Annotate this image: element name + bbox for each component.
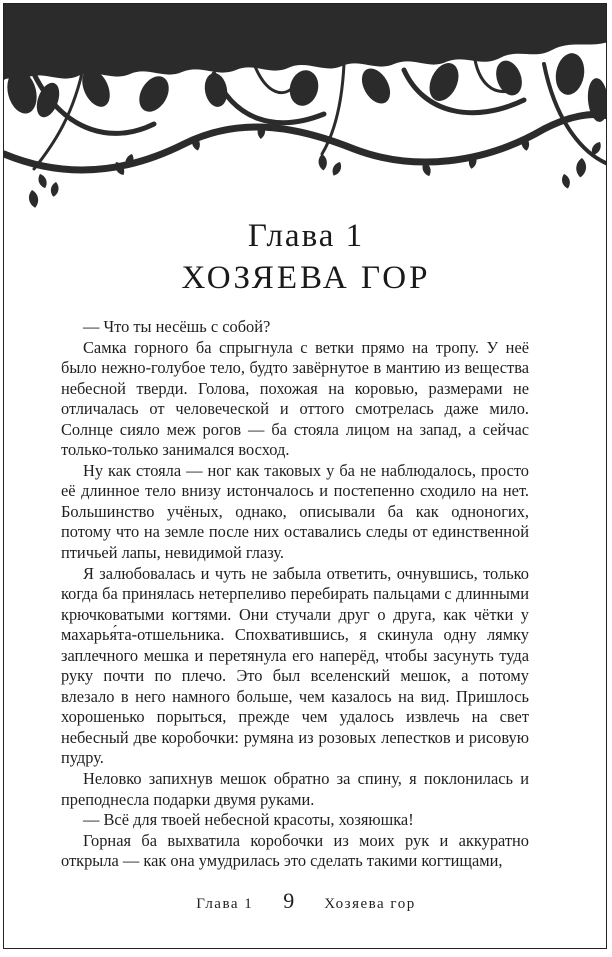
page-number: 9 — [283, 888, 295, 913]
chapter-title: ХОЗЯЕВА ГОР — [181, 260, 431, 296]
hanging-vines-illustration — [4, 4, 607, 219]
paragraph: Горная ба выхватила коробочки из моих рук и аккуратно открыла — как она умудрилась это сделать такими когтищами, — [61, 830, 529, 871]
paragraph: Я залюбовалась и чуть не забыла ответить, очнувшись, только когда ба принялась нетерпеливо перебирать пальцами с длинными крючковатыми когтями. Они стучали друг о друга, как чётки у махарья́та-отшельника. Спохватившись, я скинула одну лямку заплечного мешка и перетянула его наперёд, чтобы засунуть туда руку почти по плечо. Это был вселенский мешок, а потому влезало в него намного больше, чем казалось на вид. Пришлось хорошенько порыться, прежде чем удалось извлечь на свет небесный две коробочки: румяна из розовых лепестков и рисовую пудру. — [61, 563, 529, 768]
chapter-label: Глава 1 — [247, 218, 365, 254]
running-chapter: Глава 1 — [196, 896, 254, 912]
body-text — [61, 317, 529, 872]
paragraph: — Что ты несёшь с собой? — [83, 317, 271, 336]
paragraph: Неловко запихнув мешок обратно за спину, я поклонилась и преподнесла подарки двумя руками. — [61, 769, 529, 809]
paragraph: — Всё для твоей небесной красоты, хозяюшка! — [83, 810, 414, 830]
paragraph: Самка горного ба спрыгнула с ветки прямо на тропу. У неё было нежно-голубое тело, будто завёрнутое в мантию из вещества небесной тверди. Голова, похожая на коровью, размерами не отличалась от человеческой и оттого смотрелась даже мило. Солнце сияло меж рогов — ба стояла лицом на запад, а сейчас только-только занимался восход. — [61, 337, 529, 460]
book-page — [3, 3, 607, 949]
running-title: Хозяева гор — [324, 896, 416, 912]
page-footer — [4, 888, 607, 914]
paragraph: Ну как стояла — ног как таковых у ба не наблюдалось, просто её длинное тело внизу истончалось и постепенно сходило на нет. Большинство учёных, однако, описывали ба как одноногих, потому что на земле после них оставались следы от единственной птичьей лапы, невидимой глазу. — [61, 460, 529, 563]
